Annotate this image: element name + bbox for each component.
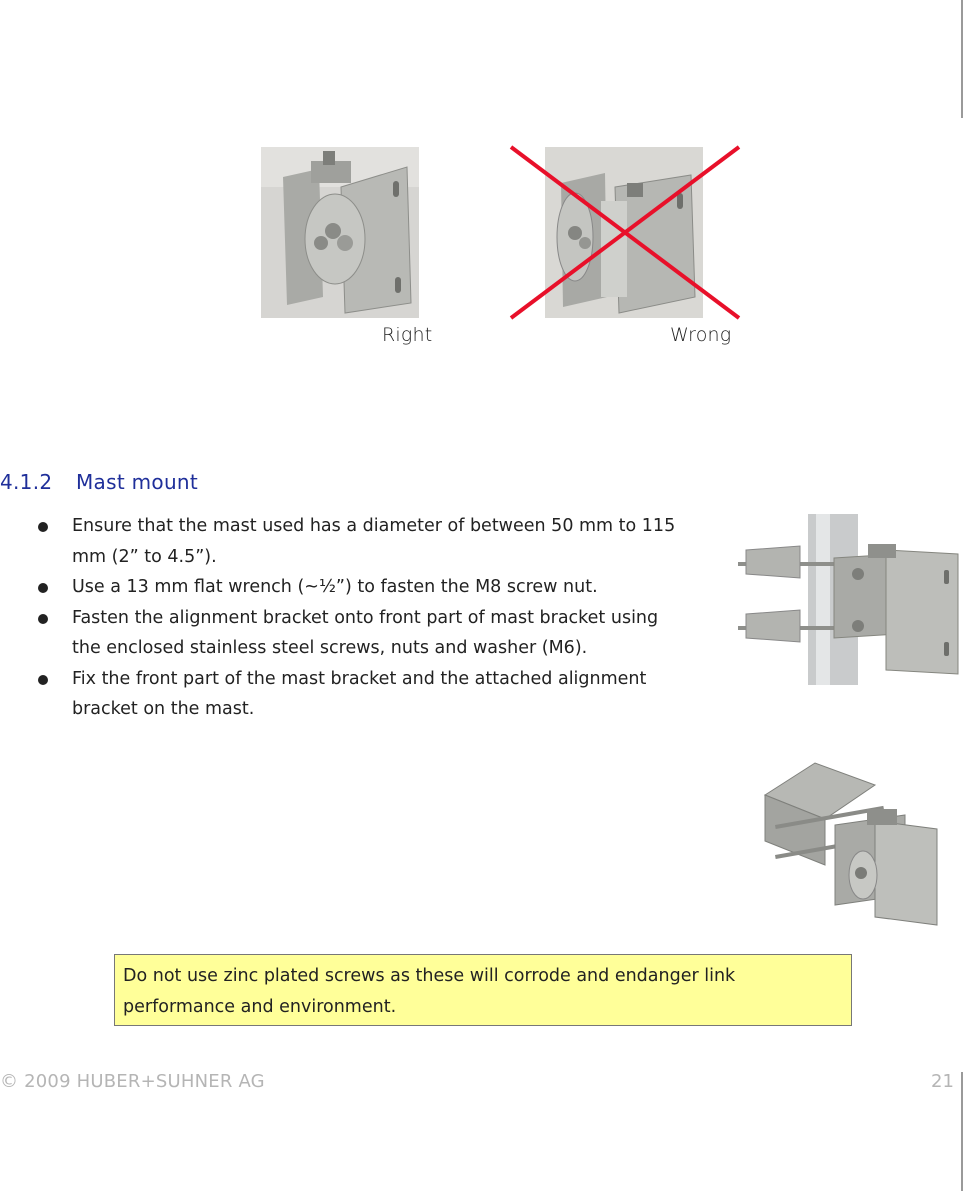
warning-note: Do not use zinc plated screws as these will corrode and endanger link performance and environment. <box>114 954 852 1026</box>
bracket-assembly-photo <box>755 755 941 933</box>
list-item: Use a 13 mm flat wrench (~½”) to fasten the M8 screw nut. <box>38 572 688 603</box>
page-edge-rule <box>961 0 963 118</box>
page-number: 21 <box>931 1071 954 1092</box>
section-title: Mast mount <box>76 470 199 494</box>
list-item: Fix the front part of the mast bracket and the attached alignment bracket on the mast. <box>38 664 688 725</box>
bullet-icon <box>38 583 48 593</box>
bullet-icon <box>38 614 48 624</box>
right-caption: Right <box>382 324 433 346</box>
bullet-icon <box>38 675 48 685</box>
wrong-caption: Wrong <box>670 324 732 346</box>
page-edge-rule-bottom <box>961 1072 963 1191</box>
footer-copyright: © 2009 HUBER+SUHNER AG <box>0 1071 265 1092</box>
section-number: 4.1.2 <box>0 470 53 494</box>
list-item: Fasten the alignment bracket onto front part of mast bracket using the enclosed stainless steel screws, nuts and washer (M6). <box>38 603 688 664</box>
right-mounting-photo <box>261 147 419 318</box>
section-heading <box>0 470 198 494</box>
mast-bracket-photo <box>738 514 960 685</box>
mounting-steps-list <box>38 511 688 725</box>
list-item: Ensure that the mast used has a diameter of between 50 mm to 115 mm (2” to 4.5”). <box>38 511 688 572</box>
wrong-cross-mark <box>505 142 745 324</box>
bullet-icon <box>38 522 48 532</box>
